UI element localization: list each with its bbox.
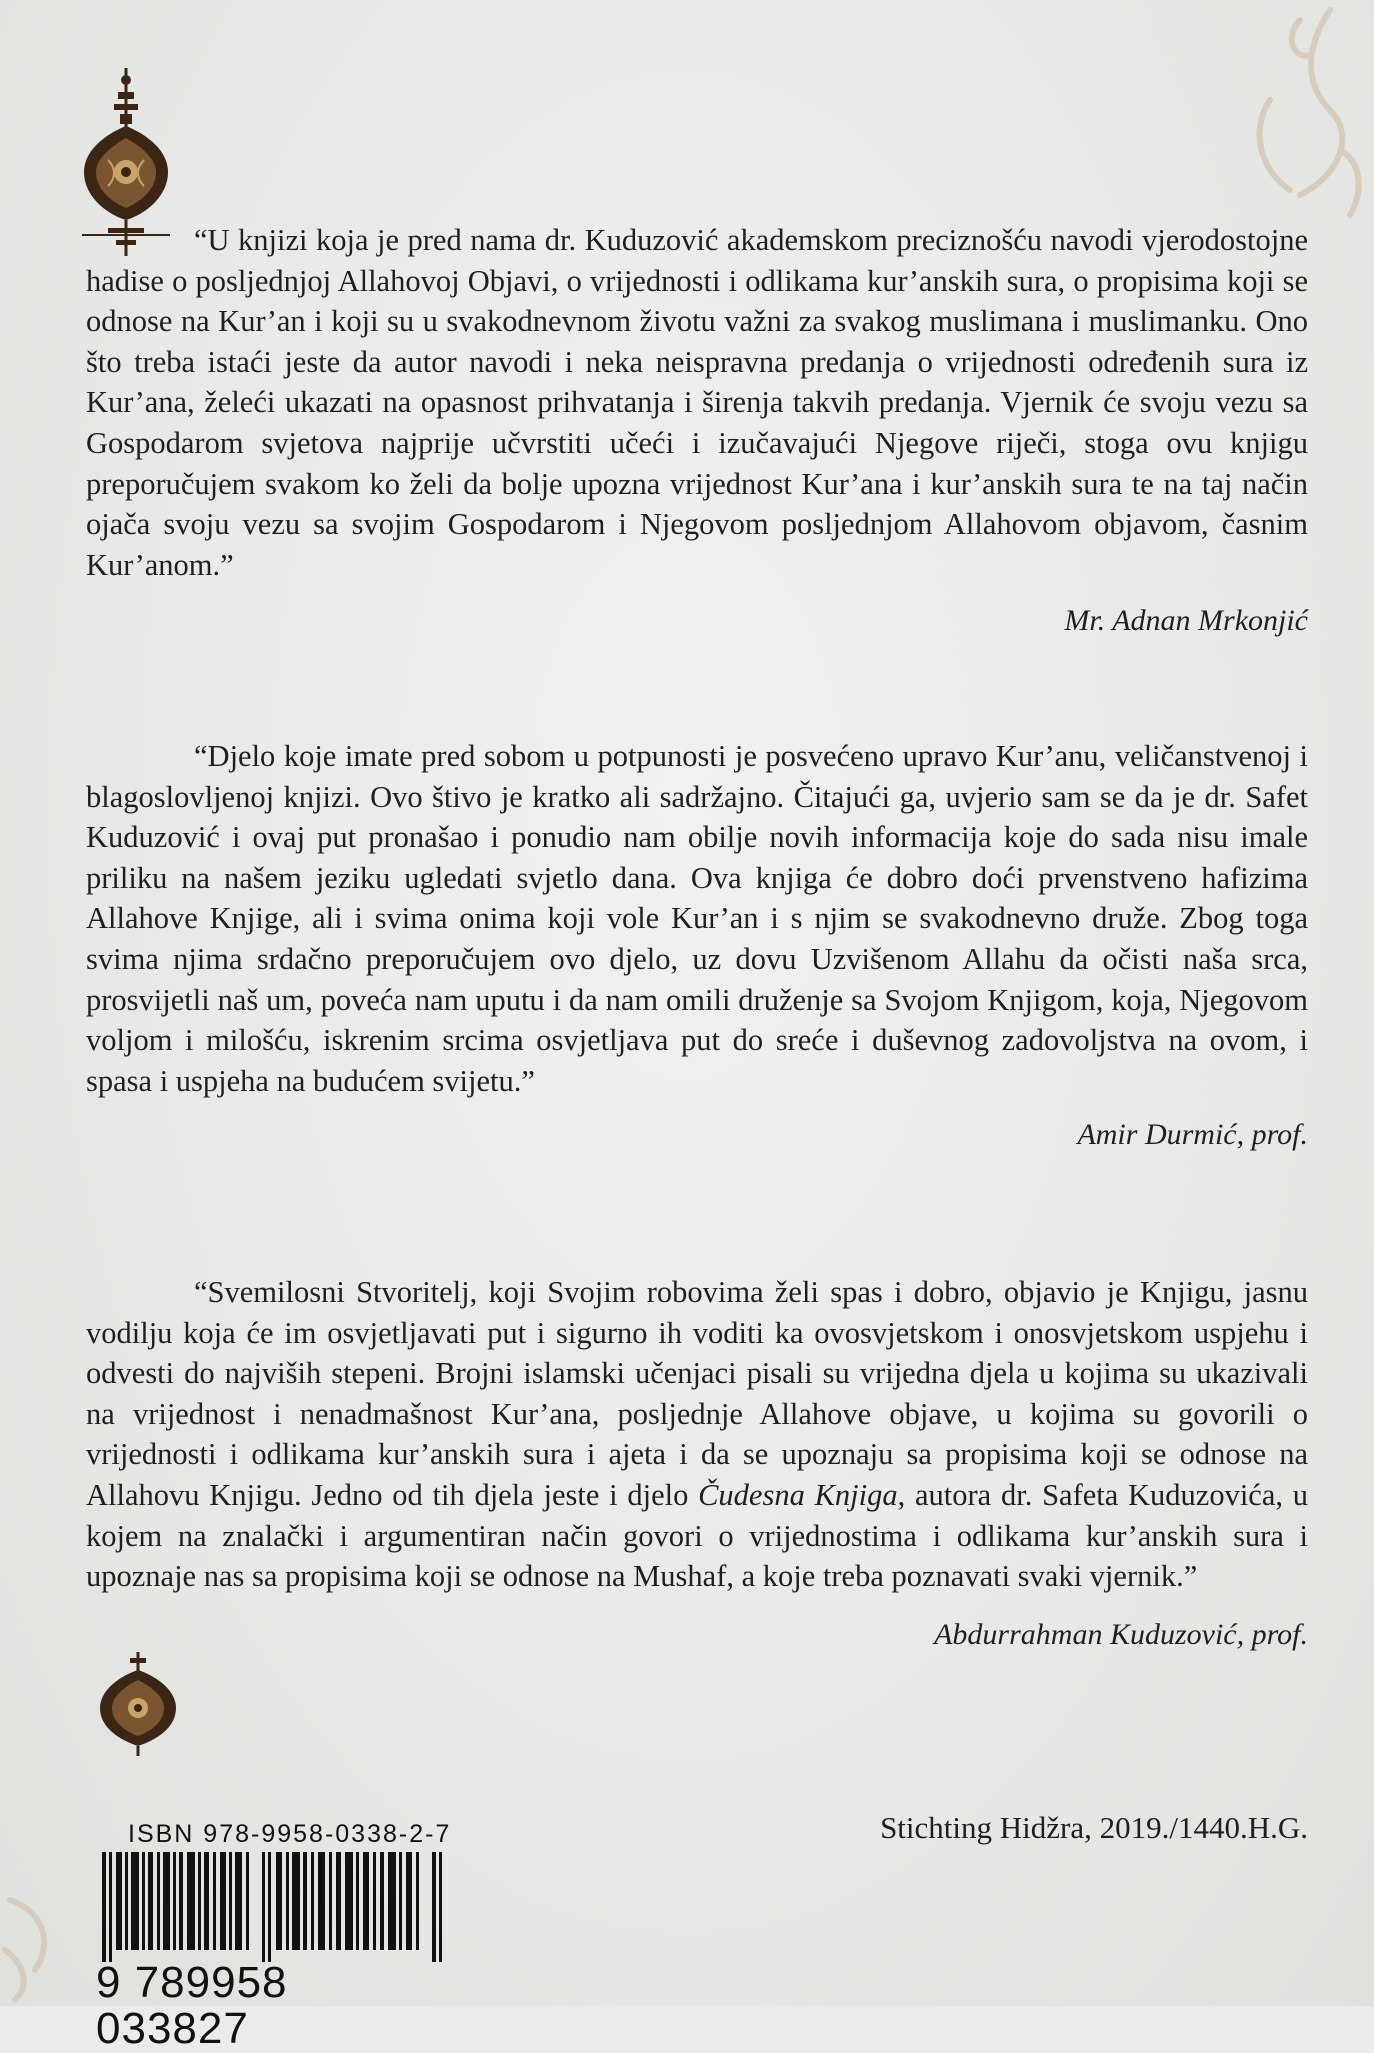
endorsement-quote-1 [86,220,1308,585]
quote-3-text-after: , autora dr. Safeta Kuduzovića, u kojem na znalački i argumentiran način govori o vrijednostima i odlikama kur’anskih sura i upoznaje nas sa propisima koji se odnose na Mushaf, a koje treba poznavati svaki vjernik.” [86,1477,1309,1594]
publisher-info: Stichting Hidžra, 2019./1440.H.G. [880,1810,1308,1845]
barcode-digits: 9 789958 033827 [96,1958,288,2053]
quote-3-text-before: “Svemilosni Stvoritelj, koji Svojim robovima želi spas i dobro, objavio je Knjigu, jasnu vodilju koja će im osvjetljavati put i sigurno ih voditi ka ovosvjetskom i onosvjetskom uspjehu i odvesti do najviših stepeni. Brojni islamski učenjaci pisali su vrijedna djela u kojima su ukazivali na vrijednost i nenadmašnost Kur’ana, posljednje Allahove objave, u kojima su govorili o vrijednosti i odlikama kur’anskih sura i ajeta i da se upoznaju sa propisima koji se odnose na Allahovu Knjigu. Jedno od tih djela jeste i djelo [86,1275,1308,1512]
quote-1-author: Mr. Adnan Mrkonjić [1064,604,1308,637]
isbn-barcode [96,1852,452,1962]
endorsement-quote-2 [86,736,1308,1101]
quote-3-text [86,1272,1308,1597]
calligraphy-decoration-bottom [0,1880,90,2006]
quote-1-text: “U knjizi koja je pred nama dr. Kuduzović akademskom preciznošću navodi vjerodostojne hadise o posljednjoj Allahovoj Objavi, o vrijednosti i odlikama kur’anskih sura, o propisima koji se odnose na Kur’an i koji su u svakodnevnom životu važni za svakog muslimana i muslimanku. Ono što treba istaći jeste da autor navodi i neka neispravna predanja o vrijednosti određenih sura iz Kur’ana, želeći ukazati na opasnost prihvatanja i širenja takvih predanja. Vjernik će svoju vezu sa Gospodarom svjetova najprije učvrstiti učeći i izučavajući Njegove riječi, stoga ovu knjigu preporučujem svakom ko želi da bolje upozna vrijednost Kur’ana i kur’anskih sura te na taj način ojača svoju vezu sa svojim Gospodarom i Njegovom posljednjom Allahovom objavom, časnim Kur’anom.” [86,223,1308,582]
quote-3-book-title: Čudesna Knjiga [698,1477,898,1512]
quote-2-text: “Djelo koje imate pred sobom u potpunosti je posvećeno upravo Kur’anu, veličanstvenoj i blagoslovljenoj knjizi. Ovo štivo je kratko ali sadržajno. Čitajući ga, uvjerio sam se da je dr. Safet Kuduzović i ovaj put pronašao i ponudio nam obilje novih informacija koje do sada nisu imale priliku na našem jeziku ugledati svjetlo dana. Ova knjiga će dobro doći prvenstveno hafizima Allahove Knjige, ali i svima onima koji vole Kur’an i s njim se svakodnevno druže. Zbog toga svima njima srdačno preporučujem ovo djelo, uz dovu Uzvišenom Allahu da očisti naša srca, prosvijetli naš um, poveća nam uputu i da nam omili druženje sa Svojom Knjigom, koja, Njegovom voljom i milošću, iskrenim srcima osvjetljava put do sreće i duševnog zadovoljstva na ovom, i spasa i uspjeha na budućem svijetu.” [86,739,1308,1098]
ornament-bottom-icon [96,1652,180,1756]
quote-3-author: Abdurrahman Kuduzović, prof. [934,1618,1308,1651]
isbn-label: ISBN 978-9958-0338-2-7 [128,1820,452,1848]
quote-2-author: Amir Durmić, prof. [1077,1118,1308,1151]
endorsement-quote-3 [86,1272,1308,1597]
calligraphy-decoration-top [1180,0,1374,240]
